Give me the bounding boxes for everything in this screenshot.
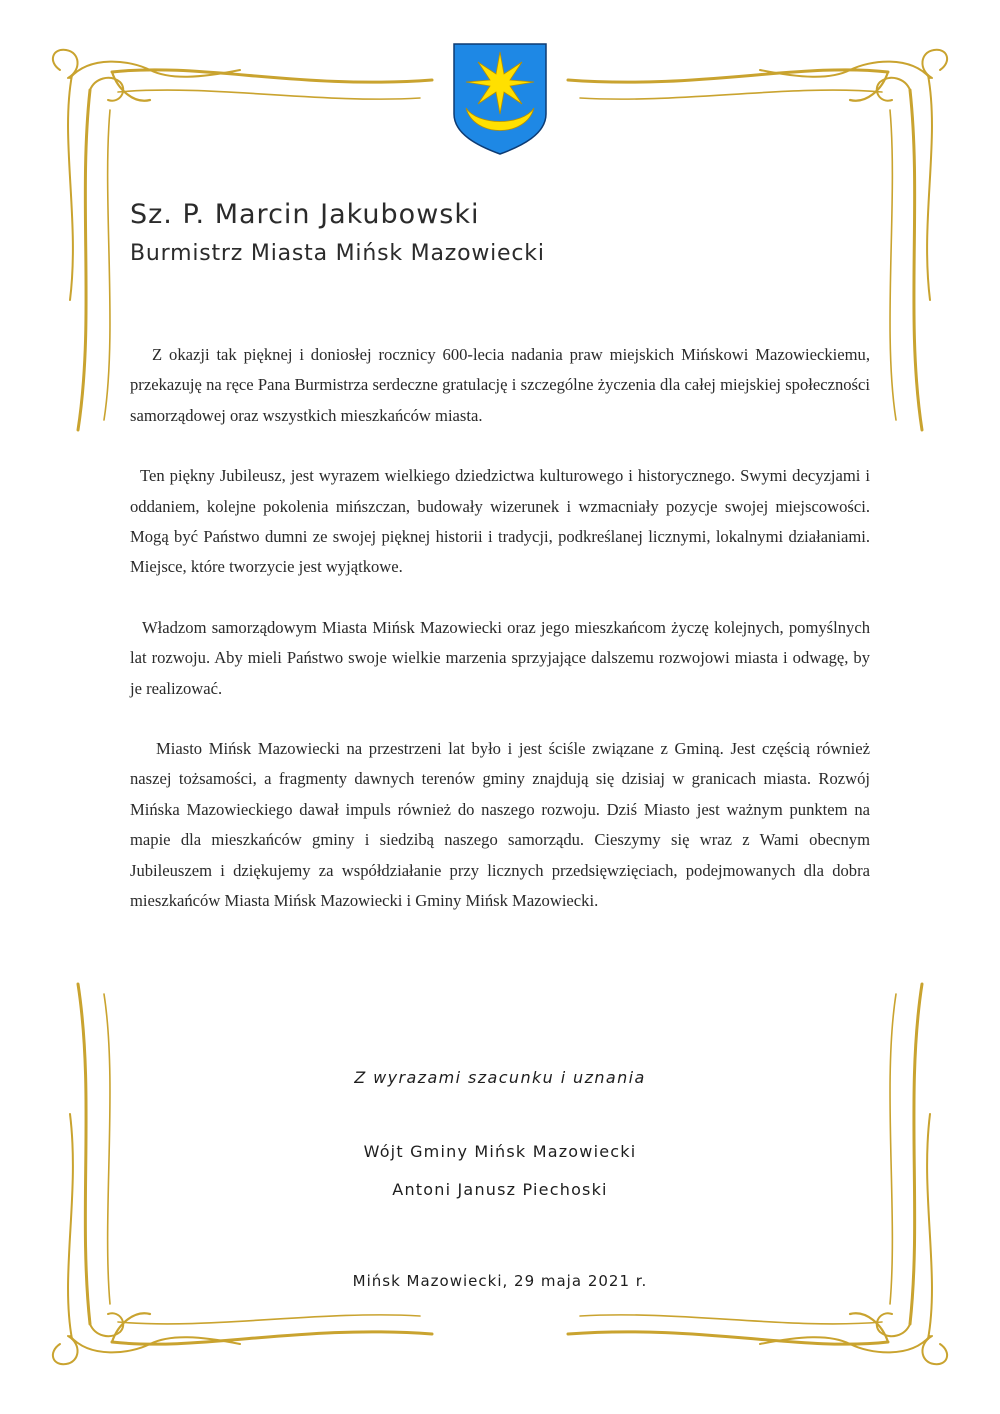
letter-body <box>130 340 870 947</box>
closing-greeting: Z wyrazami szacunku i uznania <box>354 1068 646 1087</box>
recipient-block <box>130 195 890 271</box>
signer-title: Wójt Gminy Mińsk Mazowiecki <box>363 1142 637 1161</box>
coat-of-arms-icon <box>452 42 548 158</box>
signer-name: Antoni Janusz Piechoski <box>392 1180 608 1199</box>
letter-paragraph: Władzom samorządowym Miasta Mińsk Mazowiecki oraz jego mieszkańcom życzę kolejnych, pomyślnych lat rozwoju. Aby mieli Państwo swoje wielkie marzenia sprzyjające dalszemu rozwojowi miasta i odwagę, by je realizować. <box>130 617 870 698</box>
place-and-date: Mińsk Mazowiecki, 29 maja 2021 r. <box>352 1272 648 1290</box>
letter-paragraph: Miasto Mińsk Mazowiecki na przestrzeni lat było i jest ściśle związane z Gminą. Jest częścią również naszej tożsamości, a fragmenty dawnych terenów gminy znajdują się dzisiaj w granicach miasta. Rozwój Mińska Mazowieckiego dawał impuls również do naszego rozwoju. Dziś Miasto jest ważnym punktem na mapie dla mieszkańców gminy i siedzibą naszego samorządu. Cieszymy się wraz z Wami obecnym Jubileuszem i dziękujemy za współdziałanie przy licznych przedsięwzięciach, podejmowanych dla dobra mieszkańców Miasta Mińsk Mazowiecki i Gminy Mińsk Mazowiecki. <box>130 739 870 911</box>
letter-paragraph: Z okazji tak pięknej i doniosłej rocznicy 600-lecia nadania praw miejskich Mińskowi Mazowieckiemu, przekazuję na ręce Pana Burmistrza serdeczne gratulację i szczególne życzenia dla całej miejskiej społeczności samorządowej oraz wszystkich mieszkańców miasta. <box>130 345 870 425</box>
recipient-name: Sz. P. Marcin Jakubowski <box>130 199 480 230</box>
recipient-title: Burmistrz Miasta Mińsk Mazowiecki <box>130 241 545 266</box>
letter-paragraph: Ten piękny Jubileusz, jest wyrazem wielkiego dziedzictwa kulturowego i historycznego. Swymi decyzjami i oddaniem, kolejne pokolenia mińszczan, budowały wizerunek i wzmacniały pozycje swojej miejscowości. Mogą być Państwo dumni ze swojej pięknej historii i tradycji, podkreślanej licznymi, lokalnymi działaniami. Miejsce, które tworzycie jest wyjątkowe. <box>130 466 870 577</box>
